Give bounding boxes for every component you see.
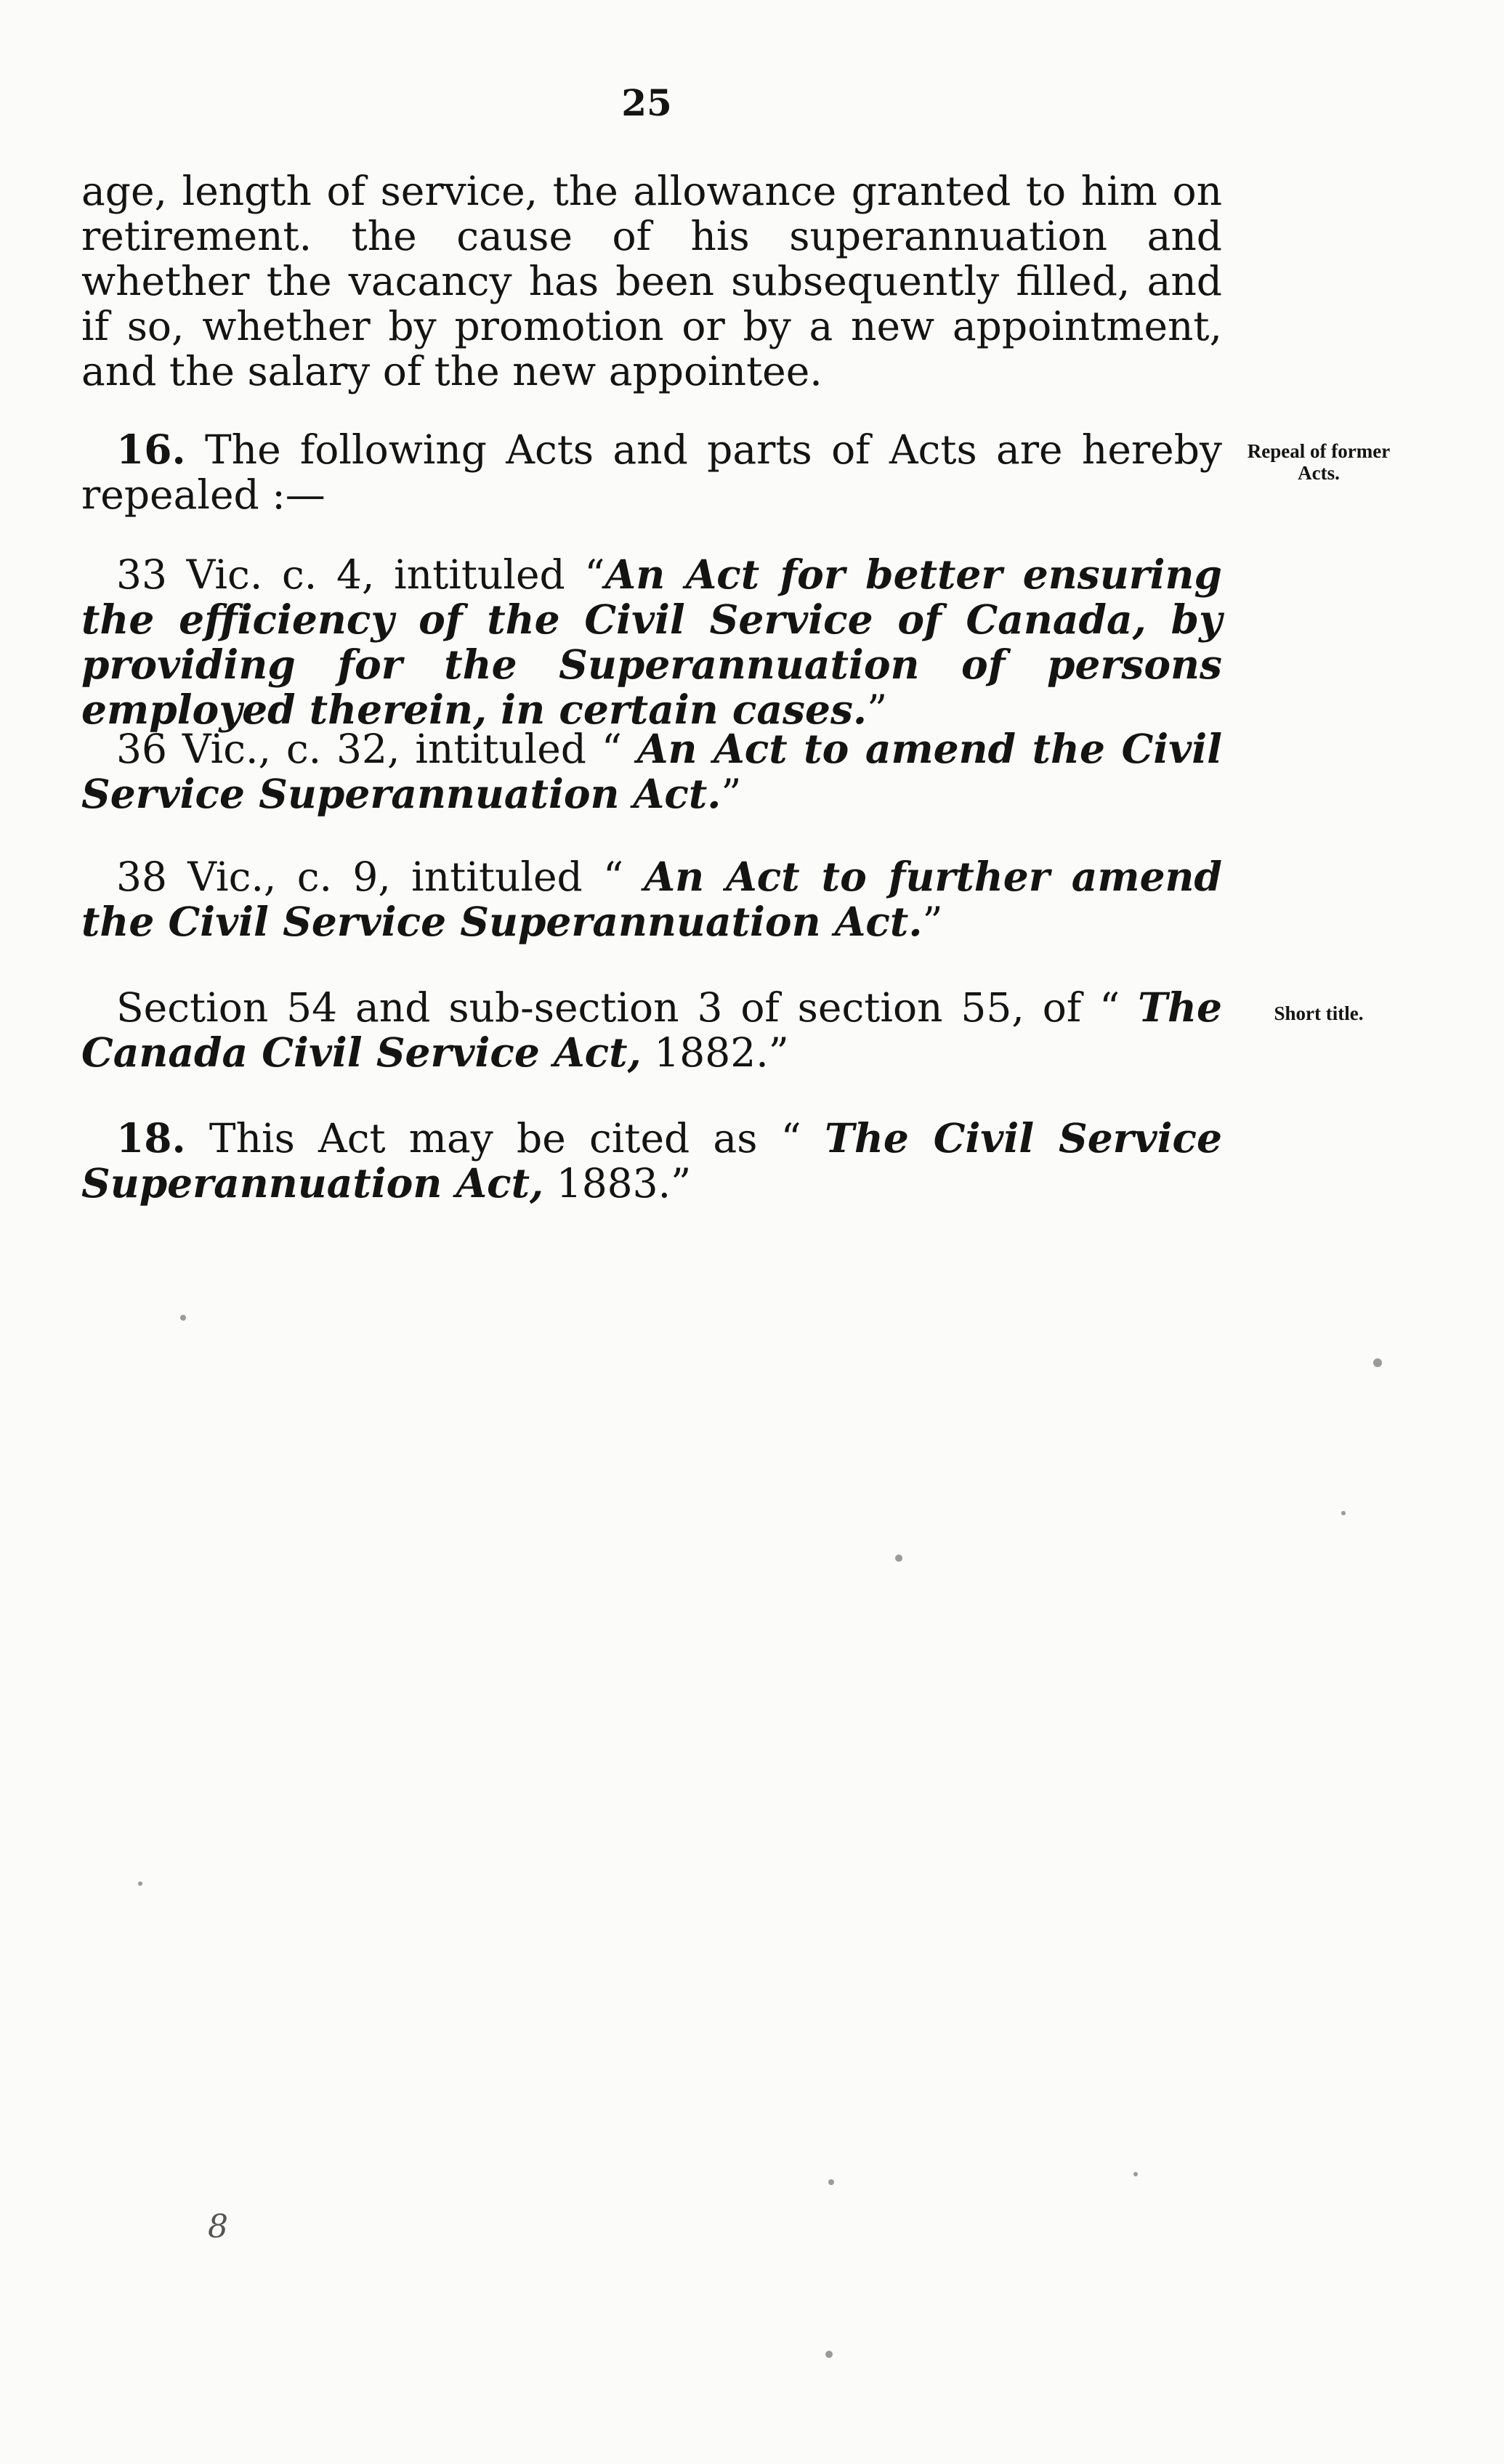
text-run: Section 54 and sub-section 3 of section 55, of “ bbox=[116, 984, 1139, 1031]
scan-speck bbox=[180, 1315, 186, 1321]
page-number: 25 bbox=[621, 81, 672, 124]
paragraph-section-18 bbox=[81, 1116, 1222, 1206]
act-title: An Act to further amend the Civil Service Superannuation Act. bbox=[81, 853, 1223, 945]
sidenote-short-title: Short title. bbox=[1274, 1002, 1364, 1024]
scan-speck bbox=[1341, 1511, 1346, 1515]
paragraph-repeal-33-vic bbox=[81, 552, 1222, 732]
text-run: The following Acts and parts of Acts are hereby repealed :— bbox=[81, 426, 1222, 518]
text-run: 36 Vic., c. 32, intituled “ bbox=[116, 726, 637, 772]
scan-speck bbox=[1133, 2172, 1138, 2176]
scan-speck bbox=[825, 2351, 833, 2358]
act-title: The Civil Service Superannuation Act, bbox=[81, 1114, 1222, 1207]
paragraph-repeal-section-54 bbox=[81, 985, 1222, 1075]
handwritten-mark: 8 bbox=[208, 2208, 228, 2245]
text-run: ” bbox=[867, 686, 888, 733]
paragraph-section-16 bbox=[81, 427, 1222, 517]
scan-speck bbox=[1373, 1358, 1382, 1367]
sidenote-repeal: Repeal of former Acts. bbox=[1247, 440, 1391, 484]
text-run: This Act may be cited as “ bbox=[185, 1115, 825, 1162]
scan-speck bbox=[828, 2179, 834, 2185]
paragraph-return-details bbox=[81, 169, 1222, 394]
act-title: An Act for better ensuring the efficiency of the Civil Service of Canada, by providing for the Superannuation of persons employed therein, in certain cases. bbox=[81, 551, 1223, 733]
section-number: 16. bbox=[116, 426, 186, 473]
text-run: 38 Vic., c. 9, intituled “ bbox=[116, 854, 644, 900]
text-run: 1883.” bbox=[543, 1160, 692, 1207]
text-run: 33 Vic. c. 4, intituled “ bbox=[116, 551, 605, 598]
act-title: The Canada Civil Service Act, bbox=[81, 984, 1222, 1076]
text-run: ” bbox=[922, 899, 943, 945]
paragraph-repeal-38-vic bbox=[81, 854, 1222, 944]
scan-speck bbox=[138, 1881, 142, 1886]
scan-speck bbox=[895, 1555, 902, 1562]
paragraph-repeal-36-vic bbox=[81, 726, 1222, 816]
text-run: ” bbox=[721, 771, 742, 817]
text-run: 1882.” bbox=[641, 1029, 789, 1076]
section-number: 18. bbox=[116, 1114, 186, 1162]
text-run: age, length of service, the allowance granted to him on retirement. the cause of his superannuation and whether the vacancy has been subsequently filled, and if so, whether by promotion or by a new appointment, and the salary of the new appointee. bbox=[81, 168, 1222, 394]
act-title: An Act to amend the Civil Service Superannuation Act. bbox=[81, 725, 1222, 817]
